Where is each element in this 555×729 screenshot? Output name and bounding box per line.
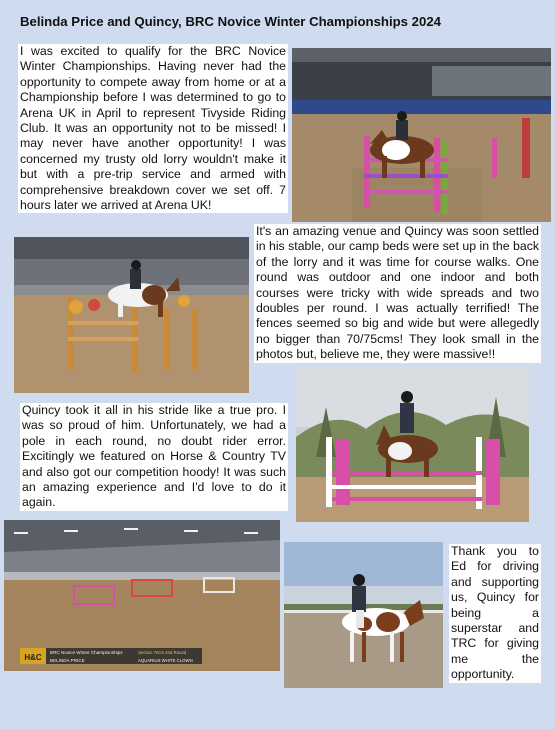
paragraph-result: Quincy took it all in his stride like a true pro. I was so proud of him. Unfortunately, we had a pole in each round, no doubt rider error. Excitingly we featured on Horse & Country TV and also got our competition hoody! It was such an amazing experience and I'd love to do it again. (22, 403, 286, 510)
tv-horse-name: AQUARIUS WHITE CLOWN (138, 658, 193, 663)
photo-tv-broadcast-arena (4, 520, 280, 671)
paragraph-thanks: Thank you to Ed for driving and supporting us, Quincy for being a superstar and TRC for giving me the opportunity. (451, 544, 539, 682)
photo-indoor-jump-pink-fence (292, 48, 551, 222)
tv-rider-name: BELINDA PRICE (50, 658, 85, 663)
tv-round-name: Section 70cm 2nd Round (138, 650, 187, 655)
photo-outdoor-jump (296, 367, 529, 522)
paragraph-venue: It's an amazing venue and Quincy was soon settled in his stable, our camp beds were set up in the back of the lorry and it was time for course walks. One round was outdoor and one indoor and both courses were tricky with wide spreads and two doubles per round. I was actually terrified! The fences seemed so big and wide but were allegedly no bigger than 70/75cms! They look small in the photos but, believe me, they were massive!! (256, 224, 539, 362)
photo-indoor-jump-flower-fence (14, 237, 249, 393)
tv-event-name: BRC Novice Winter Championships (50, 650, 123, 655)
paragraph-intro: I was excited to qualify for the BRC Novice Winter Championships. Having never had the opportunity to compete away from home or at a Championship before I was determined to go to Arena UK in April to represent Tivyside Riding Club. It was an opportunity not to be missed! I may never have another opportunity! I was concerned my trusty old lorry wouldn't make it but with a pre-trip service and armed with comprehensive breakdown cover we set off. 7 hours later we arrived at Arena UK! (20, 44, 286, 213)
article-title: Belinda Price and Quincy, BRC Novice Winter Championships 2024 (20, 14, 442, 29)
photo-rider-with-horse (284, 542, 443, 688)
tv-logo: H&C (24, 653, 42, 662)
